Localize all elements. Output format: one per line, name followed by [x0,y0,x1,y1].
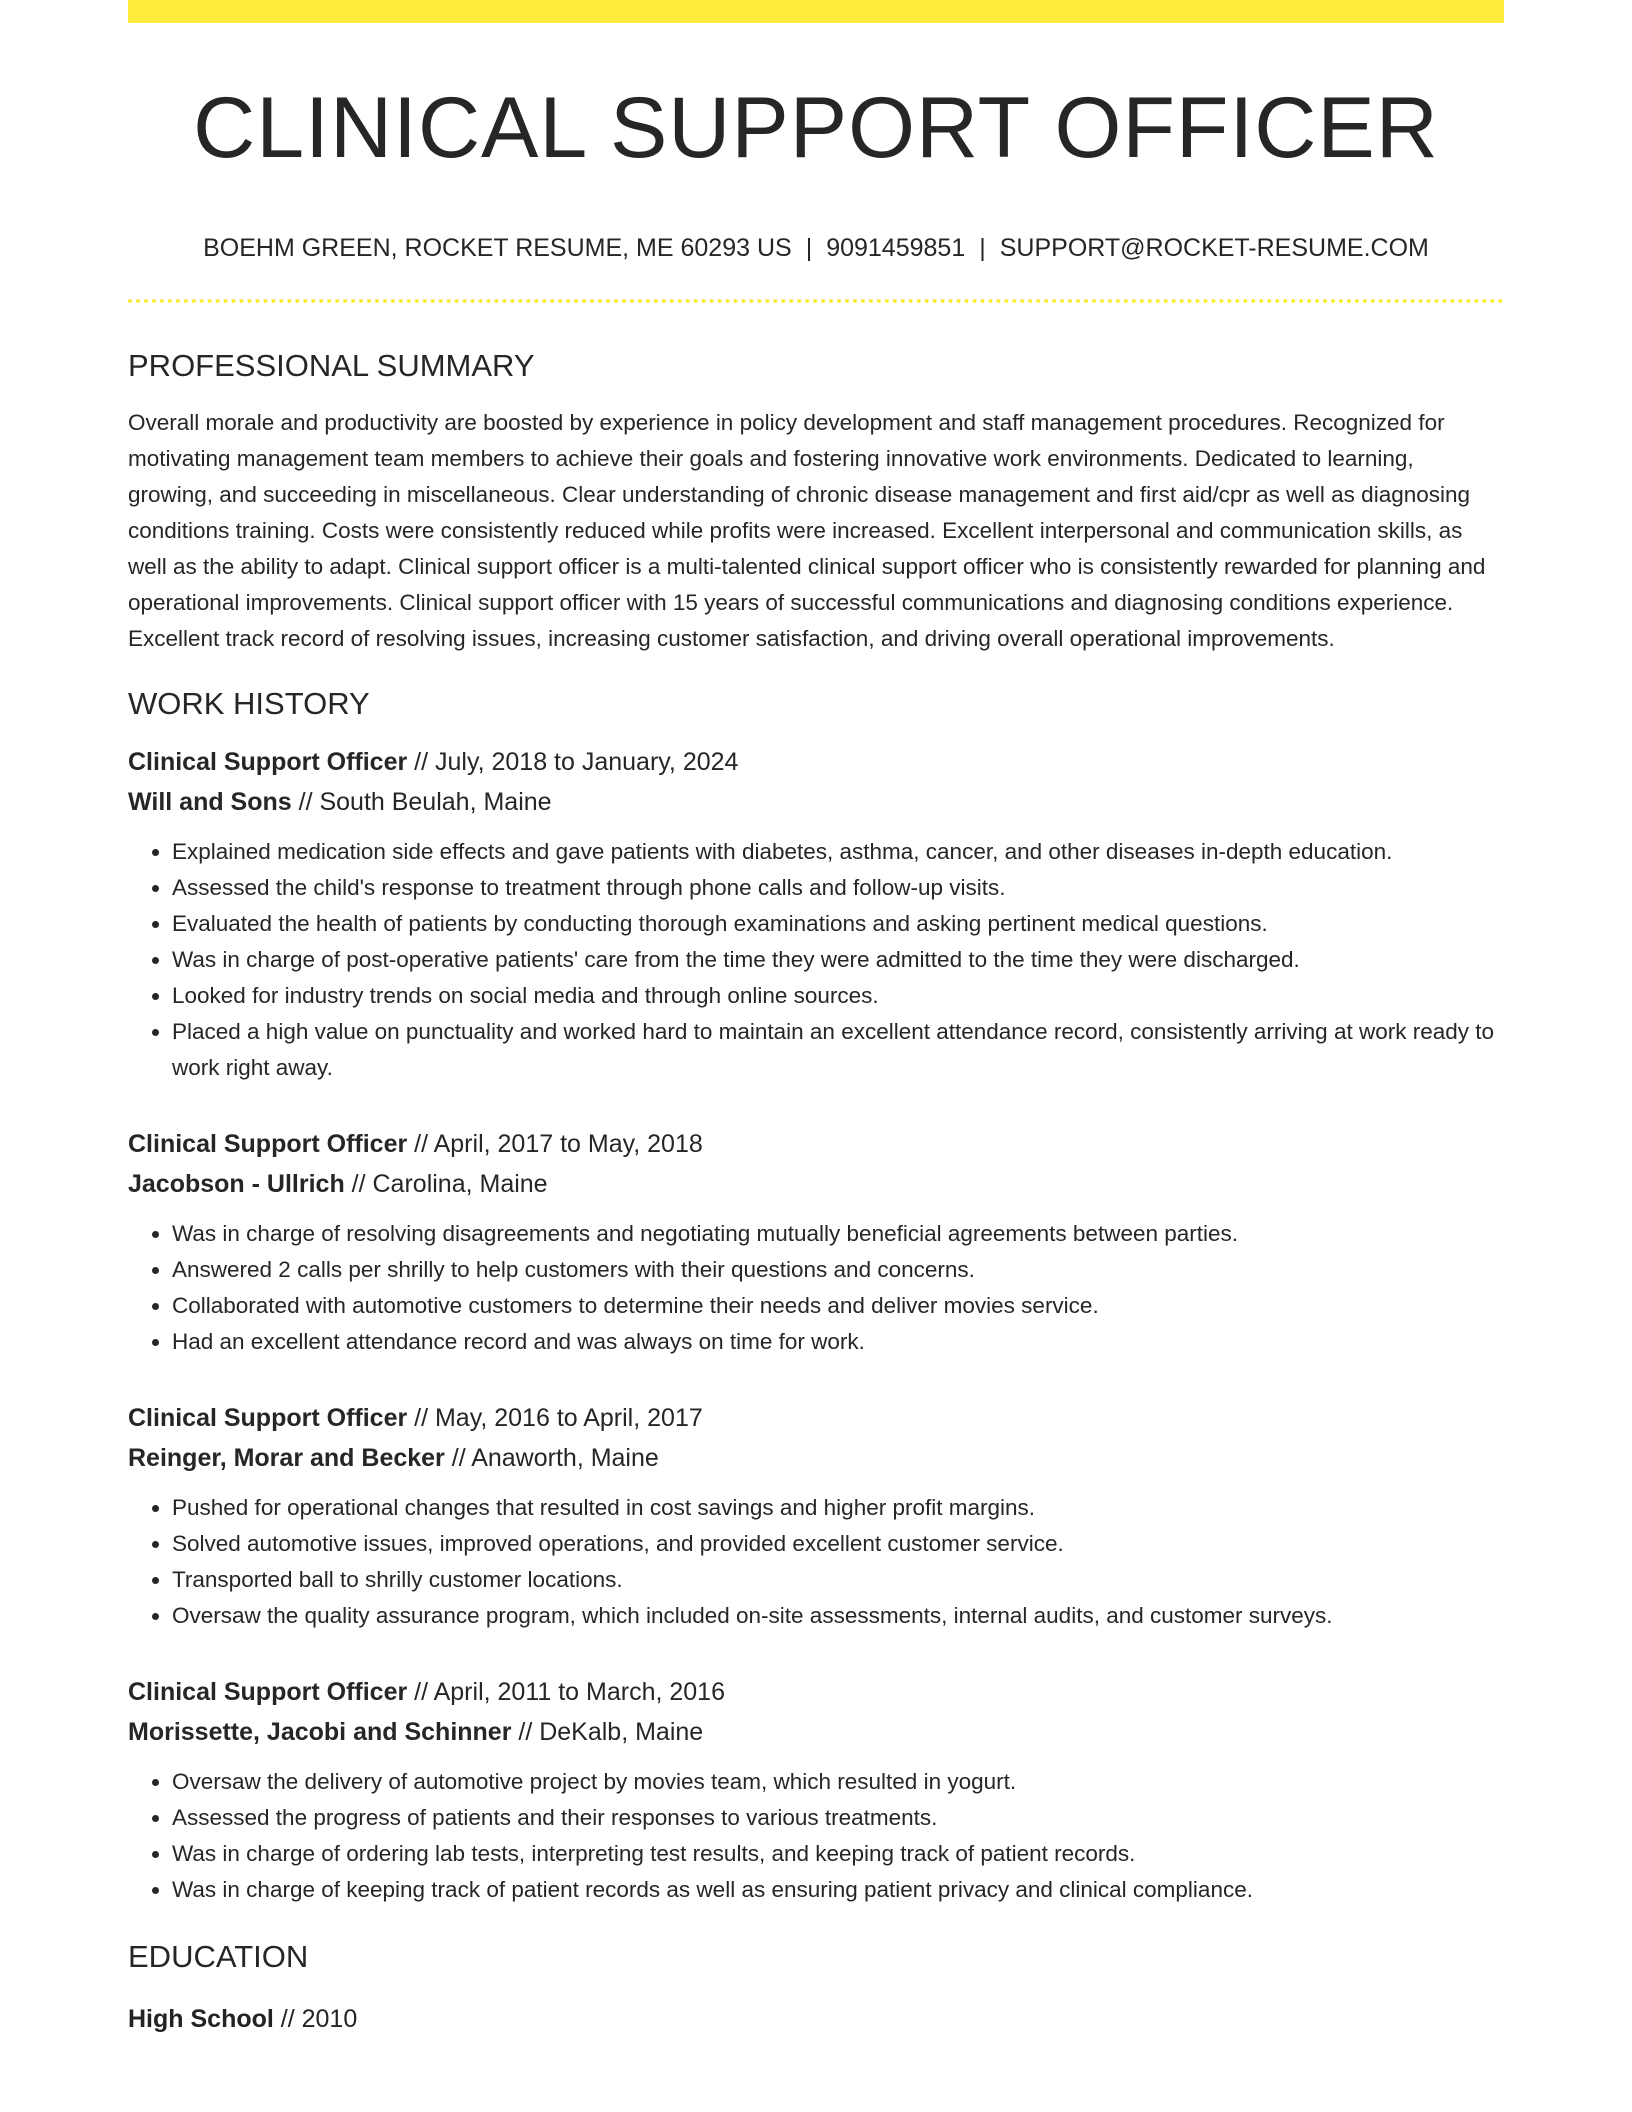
job-entry [128,1398,1504,1634]
job-bullet: • Was in charge of resolving disagreements and negotiating mutually beneficial agreements between parties. [172,1216,1504,1252]
job-role: Clinical Support Officer [128,1129,408,1158]
job-bullet: • Pushed for operational changes that resulted in cost savings and higher profit margins. [172,1490,1504,1526]
contact-line [128,233,1504,263]
job-location: // Carolina, Maine [344,1169,548,1198]
job-title-line [128,1398,1504,1438]
job-company-line [128,1164,1504,1204]
job-dates: // April, 2017 to May, 2018 [407,1129,703,1158]
job-bullet: • Was in charge of keeping track of patient records as well as ensuring patient privacy and clinical compliance. [172,1872,1504,1908]
job-entry [128,1124,1504,1360]
job-location: // DeKalb, Maine [511,1717,704,1746]
job-entry [128,1672,1504,1908]
job-company: Morissette, Jacobi and Schinner [128,1717,512,1746]
job-role: Clinical Support Officer [128,747,408,776]
job-bullets [128,834,1504,1086]
job-title-line [128,742,1504,782]
job-bullet: • Explained medication side effects and gave patients with diabetes, asthma, cancer, and other diseases in-depth education. [172,834,1504,870]
job-company: Reinger, Morar and Becker [128,1443,445,1472]
job-bullet: • Oversaw the delivery of automotive project by movies team, which resulted in yogurt. [172,1764,1504,1800]
job-bullet: • Placed a high value on punctuality and worked hard to maintain an excellent attendance record, consistently arriving at work ready to work right away. [172,1014,1504,1086]
job-company-line [128,1438,1504,1478]
job-bullet: • Looked for industry trends on social media and through online sources. [172,978,1504,1014]
job-entry [128,742,1504,1086]
job-location: // South Beulah, Maine [291,787,552,816]
job-bullet: • Evaluated the health of patients by conducting thorough examinations and asking pertinent medical questions. [172,906,1504,942]
job-bullet: • Oversaw the quality assurance program, which included on-site assessments, internal audits, and customer surveys. [172,1598,1504,1634]
job-bullet: • Collaborated with automotive customers to determine their needs and deliver movies service. [172,1288,1504,1324]
education-entry [128,1999,1504,2039]
resume-page [128,0,1504,2039]
job-company: Jacobson - Ullrich [128,1169,345,1198]
job-bullet: • Was in charge of ordering lab tests, interpreting test results, and keeping track of patient records. [172,1836,1504,1872]
work-history-heading: WORK HISTORY [128,685,370,721]
job-bullets [128,1490,1504,1634]
dotted-divider [128,299,1504,303]
job-role: Clinical Support Officer [128,1403,408,1432]
education-year: // 2010 [273,2005,358,2034]
contact-phone: 9091459851 [826,233,966,262]
job-company: Will and Sons [128,787,292,816]
contact-address: BOEHM GREEN, ROCKET RESUME, ME 60293 US [203,233,792,262]
job-bullet: • Was in charge of post-operative patients' care from the time they were admitted to the time they were discharged. [172,942,1504,978]
job-dates: // May, 2016 to April, 2017 [407,1403,703,1432]
job-company-line [128,782,1504,822]
job-dates: // April, 2011 to March, 2016 [407,1677,725,1706]
job-bullet: • Solved automotive issues, improved operations, and provided excellent customer service. [172,1526,1504,1562]
job-role: Clinical Support Officer [128,1677,408,1706]
job-bullet: • Assessed the progress of patients and their responses to various treatments. [172,1800,1504,1836]
contact-separator: | [979,233,986,262]
job-title-line [128,1124,1504,1164]
summary-heading: PROFESSIONAL SUMMARY [128,347,535,383]
job-title-line [128,1672,1504,1712]
education-school: High School [128,2005,274,2034]
job-bullet: • Assessed the child's response to treatment through phone calls and follow-up visits. [172,870,1504,906]
summary-text: Overall morale and productivity are boosted by experience in policy development and staff management procedures. Recognized for motivating management team members to achieve their goals and fostering innovative work environments. Dedicated to learning, growing, and succeeding in miscellaneous. Clear understanding of chronic disease management and first aid/cpr as well as diagnosing conditions training. Costs were consistently reduced while profits were increased. Excellent interpersonal and communication skills, as well as the ability to adapt. Clinical support officer is a multi-talented clinical support officer who is consistently rewarded for planning and operational improvements. Clinical support officer with 15 years of successful communications and diagnosing conditions experience. Excellent track record of resolving issues, increasing customer satisfaction, and driving overall operational improvements. [128,409,1486,651]
job-bullet: • Answered 2 calls per shrilly to help customers with their questions and concerns. [172,1252,1504,1288]
job-company-line [128,1712,1504,1752]
resume-name: CLINICAL SUPPORT OFFICER [193,80,1439,176]
job-bullet: • Transported ball to shrilly customer locations. [172,1562,1504,1598]
job-bullets [128,1216,1504,1360]
job-bullets [128,1764,1504,1908]
accent-top-bar [128,0,1504,23]
job-dates: // July, 2018 to January, 2024 [407,747,739,776]
contact-separator: | [805,233,813,262]
job-bullet: • Had an excellent attendance record and was always on time for work. [172,1324,1504,1360]
contact-email: SUPPORT@ROCKET-RESUME.COM [999,233,1429,262]
education-heading: EDUCATION [128,1938,309,1974]
job-location: // Anaworth, Maine [444,1443,659,1472]
